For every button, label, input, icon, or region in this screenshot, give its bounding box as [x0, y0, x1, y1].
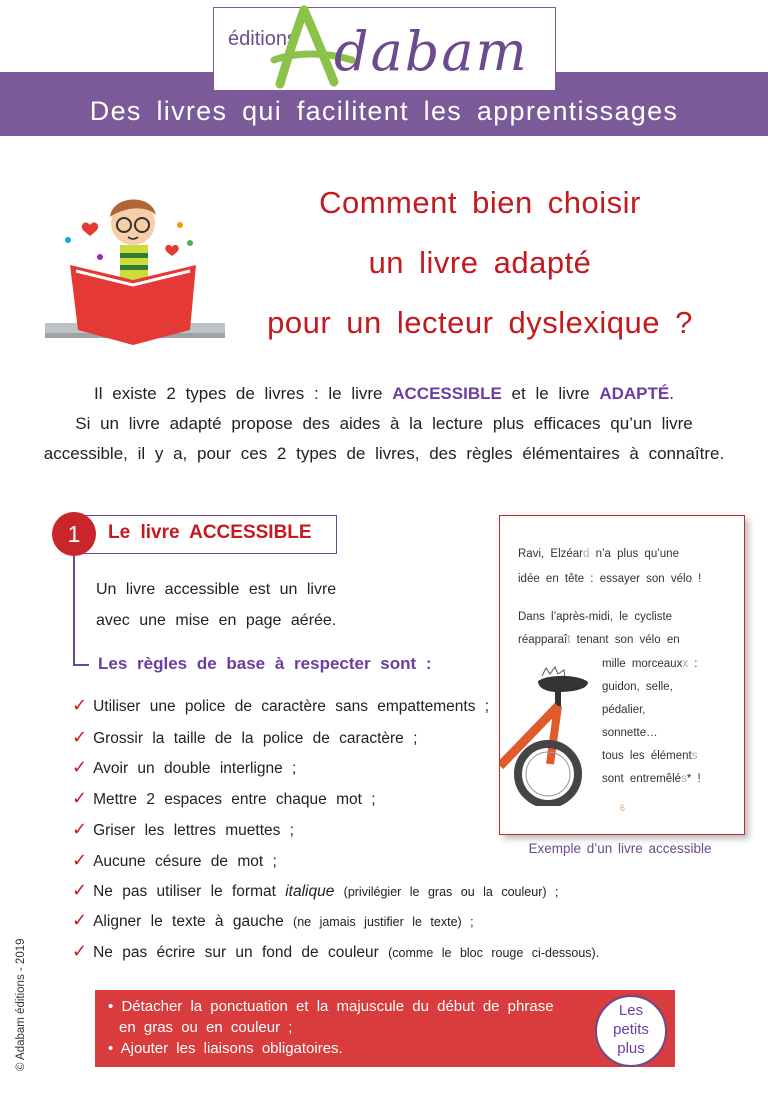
rule-item [72, 910, 474, 931]
book-line: guidon, selle, [602, 681, 673, 693]
rule-item [72, 788, 376, 809]
rule-item [72, 695, 489, 716]
bonus-text: Détacher la ponctuation et la majuscule du début de phrase [121, 998, 554, 1015]
section-title: Le livre ACCESSIBLE [108, 522, 312, 543]
book-text: : [688, 658, 698, 670]
tagline: Des livres qui facilitent les apprentissages [89, 96, 679, 126]
logo [213, 7, 556, 91]
badge-line: Les [618, 1002, 644, 1019]
bonus-line-2: en gras ou en couleur ; [119, 1019, 293, 1036]
book-line [602, 773, 701, 785]
bicycle-illustration [500, 646, 600, 806]
book-page-number: 6 [620, 803, 626, 813]
intro-line-2: Si un livre adapté propose des aides à la lecture plus efficaces qu’un livre [75, 414, 693, 433]
rule-note: (comme le bloc rouge ci-dessous). [388, 946, 600, 960]
book-line: idée en tête : essayer son vélo ! [518, 573, 702, 585]
book-silent-letter: d [583, 548, 590, 560]
reading-child-illustration [40, 185, 240, 355]
book-line [518, 634, 680, 646]
book-text: n’a plus qu’une [589, 548, 679, 560]
rules-title: Les règles de base à respecter sont : [98, 654, 432, 673]
book-text: tenant son vélo en [570, 634, 680, 646]
book-silent-letter: x [682, 658, 689, 670]
section-bracket-foot [73, 664, 89, 666]
book-text: * ! [686, 773, 701, 785]
book-silent-letter: t [567, 634, 571, 646]
book-caption: Exemple d’un livre accessible [528, 841, 712, 856]
rule-item [72, 819, 294, 840]
check-icon: ✓ [72, 757, 88, 777]
check-icon: ✓ [72, 819, 88, 839]
rule-text: Utiliser une police de caractère sans empattements ; [93, 698, 490, 715]
logo-prefix: éditions [228, 28, 297, 50]
section-desc-line-2: avec une mise en page aérée. [96, 612, 337, 629]
bullet-icon: • [108, 1040, 114, 1057]
copyright: © Adabam éditions - 2019 [15, 938, 27, 1071]
rule-italic-word: italique [285, 883, 335, 900]
check-icon: ✓ [72, 788, 88, 808]
book-silent-letter: s [681, 773, 687, 785]
check-icon: ✓ [72, 727, 88, 747]
check-icon: ✓ [72, 880, 88, 900]
badge-line: petits [613, 1021, 649, 1038]
rule-text: Avoir un double interligne ; [93, 760, 297, 777]
rule-text: Aucune césure de mot ; [93, 853, 277, 870]
bonus-line-1 [108, 998, 554, 1015]
title-line-2: un livre adapté [368, 245, 592, 280]
book-text: mille morceaux [602, 658, 683, 670]
book-text: tous les élément [602, 750, 692, 762]
rule-note: (ne jamais justifier le texte) ; [293, 915, 474, 929]
book-line [518, 548, 679, 560]
section-desc-line-1: Un livre accessible est un livre [96, 581, 337, 598]
intro-accessible: ACCESSIBLE [392, 384, 502, 403]
book-line: Dans l’après-midi, le cycliste [518, 611, 673, 623]
check-icon: ✓ [72, 850, 88, 870]
section-bracket-line [73, 554, 75, 664]
check-icon: ✓ [72, 910, 88, 930]
book-silent-letter: s [691, 750, 698, 762]
book-line [602, 750, 698, 762]
rule-text: Grossir la taille de la police de caractère ; [93, 730, 418, 747]
book-line [602, 658, 697, 670]
rule-item [72, 757, 296, 778]
book-text: réapparaî [518, 634, 568, 646]
rule-item [72, 941, 599, 962]
book-line: pédalier, [602, 704, 646, 716]
title-line-1: Comment bien choisir [319, 185, 641, 220]
book-text: sont entremêlé [602, 773, 682, 785]
title-line-3: pour un lecteur dyslexique ? [267, 305, 693, 340]
rule-note: (privilégier le gras ou la couleur) ; [343, 885, 559, 899]
intro-text: Il existe 2 types de livres : le livre [94, 384, 393, 403]
rule-text: Aligner le texte à gauche [93, 913, 284, 930]
check-icon: ✓ [72, 695, 88, 715]
section-number: 1 [52, 512, 96, 556]
bullet-icon: • [108, 998, 114, 1015]
logo-name: dabam [334, 20, 529, 83]
book-text: Ravi, Elzéar [518, 548, 583, 560]
bonus-text: Ajouter les liaisons obligatoires. [120, 1040, 343, 1057]
rule-text: Ne pas utiliser le format [93, 883, 286, 900]
rule-text: Griser les lettres muettes ; [93, 822, 294, 839]
check-icon: ✓ [72, 941, 88, 961]
rule-item [72, 727, 417, 748]
book-line: sonnette… [602, 727, 658, 739]
rule-text: Mettre 2 espaces entre chaque mot ; [93, 791, 376, 808]
rule-item [72, 850, 277, 871]
bonus-line-3 [108, 1040, 343, 1057]
rule-text: Ne pas écrire sur un fond de couleur [93, 944, 379, 961]
book-example [499, 515, 745, 835]
rule-item [72, 880, 558, 901]
intro-period: . [669, 384, 674, 403]
intro-line-1 [40, 380, 728, 408]
intro-line-3: accessible, il y a, pour ces 2 types de livres, des règles élémentaires à connaître. [43, 444, 725, 463]
intro-text-2: et le livre [501, 384, 600, 403]
intro-adapte: ADAPTÉ [599, 384, 670, 403]
petits-plus-badge [595, 995, 667, 1067]
badge-line: plus [617, 1040, 645, 1057]
